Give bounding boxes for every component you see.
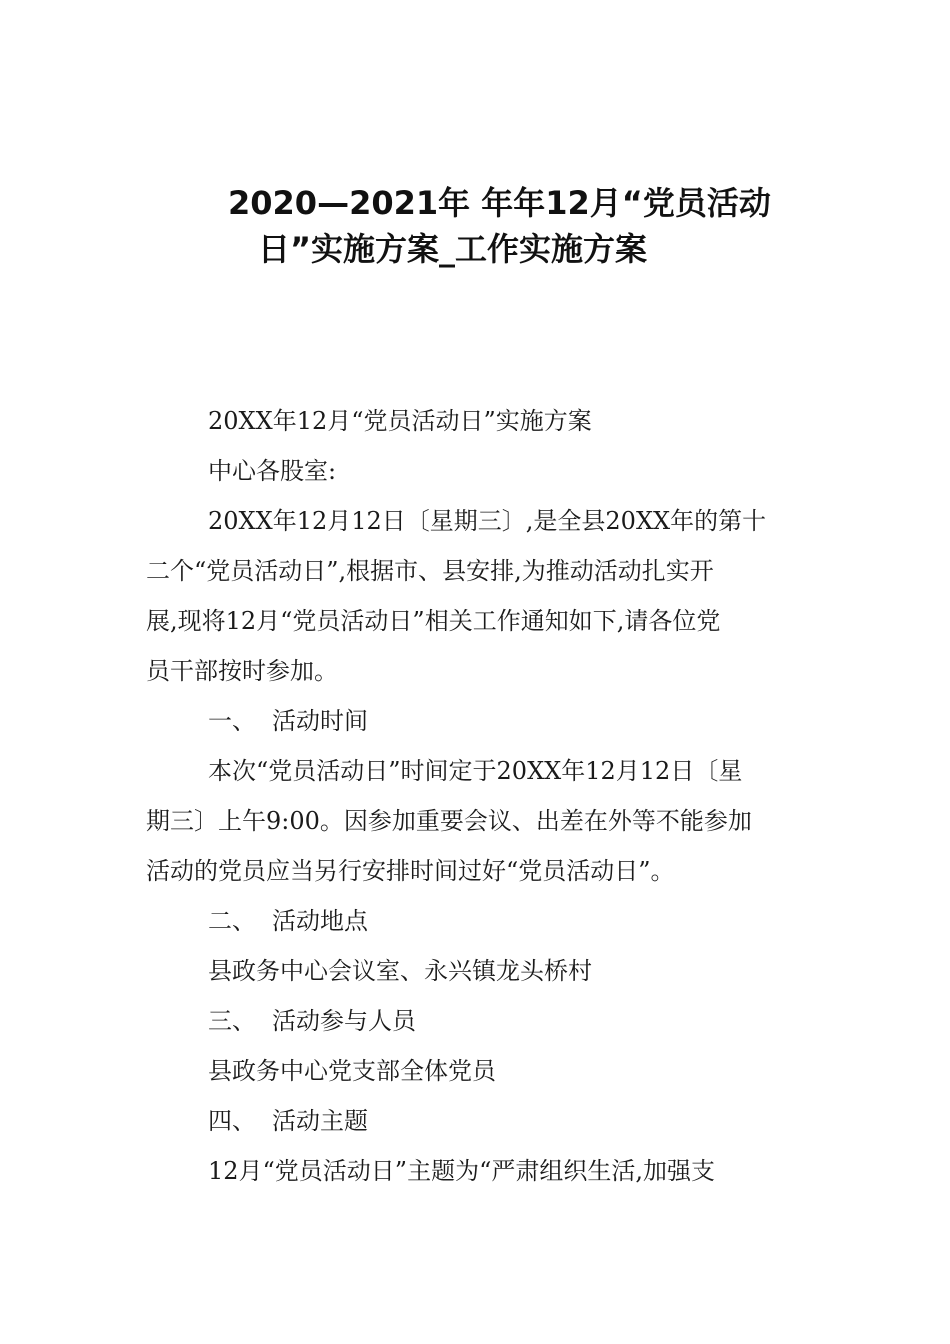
section-title: 活动主题 xyxy=(272,1107,368,1135)
theme-line-1: 12月“党员活动日”主题为“严肃组织生活,加强支 xyxy=(208,1157,715,1185)
participants-text: 县政务中心党支部全体党员 xyxy=(208,1057,496,1085)
intro-line-4: 员干部按时参加。 xyxy=(146,657,338,685)
section-heading-participants xyxy=(146,996,806,1046)
title-line-1: 2020—2021年 年年12月“党员活动 xyxy=(228,184,771,222)
section-title: 活动参与人员 xyxy=(272,1007,416,1035)
time-line-1: 本次“党员活动日”时间定于20XX年12月12日〔星 xyxy=(208,757,743,785)
section-number: 二、 xyxy=(208,907,256,935)
section-number: 四、 xyxy=(208,1107,256,1135)
section-number: 一、 xyxy=(208,707,256,735)
time-line-2: 期三〕上午9:00。因参加重要会议、出差在外等不能参加 xyxy=(146,807,752,835)
section-title: 活动地点 xyxy=(272,907,368,935)
intro-line-2: 二个“党员活动日”,根据市、县安排,为推动活动扎实开 xyxy=(146,557,714,585)
section-heading-theme xyxy=(146,1096,806,1146)
notice-title: 20XX年12月“党员活动日”实施方案 xyxy=(208,407,592,435)
section-heading-time xyxy=(146,696,806,746)
intro-line-1: 20XX年12月12日〔星期三〕,是全县20XX年的第十 xyxy=(208,507,767,535)
addressee: 中心各股室: xyxy=(208,457,337,485)
intro-line-3: 展,现将12月“党员活动日”相关工作通知如下,请各位党 xyxy=(146,607,721,635)
section-title: 活动时间 xyxy=(272,707,368,735)
section-number: 三、 xyxy=(208,1007,256,1035)
section-heading-location xyxy=(146,896,806,946)
time-line-3: 活动的党员应当另行安排时间过好“党员活动日”。 xyxy=(146,857,675,885)
title-line-2: 日”实施方案_工作实施方案 xyxy=(258,230,648,268)
document-body xyxy=(146,396,806,1196)
document-title xyxy=(200,180,820,272)
location-text: 县政务中心会议室、永兴镇龙头桥村 xyxy=(208,957,592,985)
